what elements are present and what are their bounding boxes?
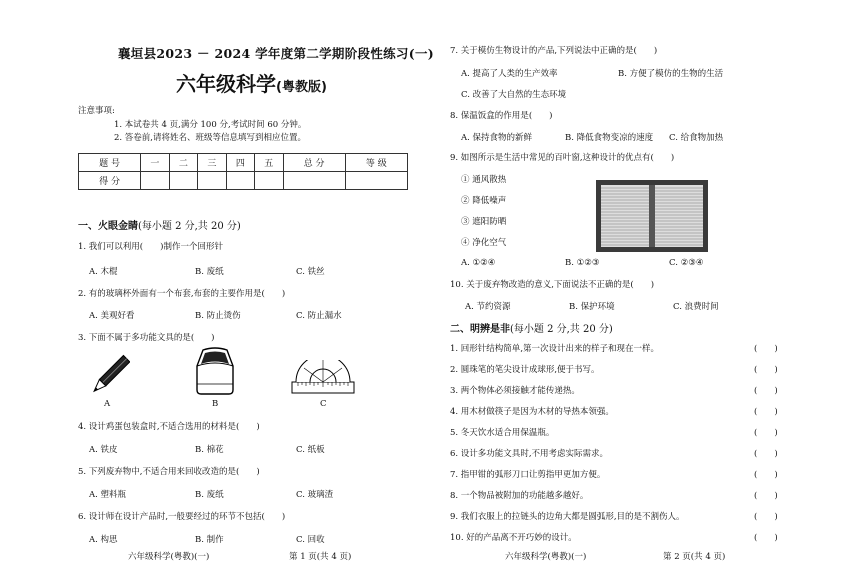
advantage-point: ③ 遮阳防晒 — [461, 217, 507, 227]
section1-note: (每小题 2 分,共 20 分) — [138, 221, 241, 232]
option[interactable]: C. 纸板 — [296, 445, 325, 455]
answer-parentheses[interactable]: ( ) — [754, 491, 778, 501]
option[interactable]: C — [320, 399, 327, 409]
option[interactable]: C. 铁丝 — [296, 267, 325, 277]
option[interactable]: A. ①②④ — [461, 258, 496, 268]
option[interactable]: B. 降低食物变凉的速度 — [565, 133, 654, 143]
notice-item: 1. 本试卷共 4 页,满分 100 分,考试时间 60 分钟。 — [114, 120, 307, 130]
section2-heading — [450, 320, 613, 335]
window-blinds-icon — [596, 180, 708, 252]
option[interactable]: B. 方便了模仿的生物的生活 — [618, 69, 724, 79]
table-cell: 三 — [198, 154, 226, 172]
question-stem: 6. 设计师在设计产品时,一般要经过的环节不包括( ) — [78, 512, 286, 522]
score-input-cell[interactable] — [345, 172, 407, 190]
table-cell: 五 — [255, 154, 283, 172]
pencil-icon[interactable] — [90, 354, 130, 398]
score-input-cell[interactable] — [198, 172, 226, 190]
footer-page-number: 第 1 页(共 4 页) — [289, 552, 352, 562]
answer-parentheses[interactable]: ( ) — [754, 533, 778, 543]
question-stem: 1. 我们可以利用( )制作一个回形针 — [78, 242, 223, 252]
score-input-cell[interactable] — [255, 172, 283, 190]
statement-text: 1. 回形针结构简单,第一次设计出来的样子和现在一样。 — [450, 344, 660, 354]
question-stem: 8. 保温饭盒的作用是( ) — [450, 111, 553, 121]
answer-parentheses[interactable]: ( ) — [754, 386, 778, 396]
option[interactable]: A. 节约资源 — [465, 302, 511, 312]
statement-text: 8. 一个物品被附加的功能越多越好。 — [450, 491, 589, 501]
question-stem: 10. 关于废弃物改造的意义,下面说法不正确的是( ) — [450, 280, 655, 290]
section1-title: 一、火眼金睛 — [78, 221, 138, 232]
statement-text: 6. 设计多功能文具时,不用考虑实际需求。 — [450, 449, 609, 459]
table-cell: 一 — [141, 154, 169, 172]
option[interactable]: C. 回收 — [296, 535, 325, 545]
score-table — [78, 153, 408, 190]
footer-subject: 六年级科学(粤教)(一) — [128, 552, 210, 562]
option[interactable]: B. ①②③ — [565, 258, 600, 268]
answer-parentheses[interactable]: ( ) — [754, 407, 778, 417]
section1-heading — [78, 217, 241, 232]
option[interactable]: A. 构思 — [89, 535, 118, 545]
answer-parentheses[interactable]: ( ) — [754, 512, 778, 522]
statement-text: 9. 我们衣服上的拉链头的边角大都是圆弧形,目的是不割伤人。 — [450, 512, 685, 522]
answer-parentheses[interactable]: ( ) — [754, 428, 778, 438]
statement-text: 10. 好的产品离不开巧妙的设计。 — [450, 533, 577, 543]
protractor-ruler-icon[interactable] — [290, 360, 356, 396]
score-input-cell[interactable] — [169, 172, 197, 190]
option[interactable]: B — [212, 399, 219, 409]
notice-item: 2. 答卷前,请将姓名、班级等信息填写到相应位置。 — [114, 133, 307, 143]
statement-text: 3. 两个物体必须接触才能传递热。 — [450, 386, 580, 396]
answer-parentheses[interactable]: ( ) — [754, 344, 778, 354]
advantage-point: ④ 净化空气 — [461, 238, 507, 248]
option[interactable]: A. 铁皮 — [89, 445, 118, 455]
option[interactable]: B. 废纸 — [195, 490, 224, 500]
score-table-header-row — [79, 154, 408, 172]
question-stem: 4. 设计鸡蛋包装盒时,不适合选用的材料是( ) — [78, 422, 260, 432]
question-stem: 2. 有的玻璃杯外面有一个布套,布套的主要作用是( ) — [78, 289, 286, 299]
option[interactable]: B. 棉花 — [195, 445, 224, 455]
statement-text: 5. 冬天饮水适合用保温瓶。 — [450, 428, 555, 438]
table-cell: 题 号 — [79, 154, 141, 172]
statement-text: 4. 用木材做筷子是因为木材的导热本领强。 — [450, 407, 614, 417]
option[interactable]: C. 防止漏水 — [296, 311, 342, 321]
score-input-cell[interactable] — [141, 172, 169, 190]
score-input-cell[interactable] — [226, 172, 254, 190]
section2-note: (每小题 2 分,共 20 分) — [510, 324, 613, 335]
exam-subject — [176, 68, 327, 97]
option[interactable]: C. ②③④ — [669, 258, 704, 268]
answer-parentheses[interactable]: ( ) — [754, 365, 778, 375]
advantage-point: ② 降低噪声 — [461, 196, 507, 206]
question-stem: 5. 下列废弃物中,不适合用来回收改造的是( ) — [78, 467, 260, 477]
table-cell: 等 级 — [345, 154, 407, 172]
table-cell: 二 — [169, 154, 197, 172]
section2-title: 二、明辨是非 — [450, 324, 510, 335]
option[interactable]: B. 废纸 — [195, 267, 224, 277]
advantage-point: ① 通风散热 — [461, 175, 507, 185]
answer-parentheses[interactable]: ( ) — [754, 449, 778, 459]
option[interactable]: A — [104, 399, 111, 409]
option[interactable]: A. 塑料瓶 — [89, 490, 127, 500]
score-input-cell[interactable] — [283, 172, 345, 190]
table-cell: 四 — [226, 154, 254, 172]
option[interactable]: A. 美观好看 — [89, 311, 135, 321]
option[interactable]: A. 木棍 — [89, 267, 118, 277]
option[interactable]: C. 给食物加热 — [669, 133, 724, 143]
question-stem: 3. 下面不属于多功能文具的是( ) — [78, 333, 215, 343]
eraser-icon[interactable] — [193, 346, 237, 396]
option[interactable]: A. 保持食物的新鲜 — [461, 133, 533, 143]
footer-subject: 六年级科学(粤教)(一) — [505, 552, 587, 562]
question-stem: 7. 关于模仿生物设计的产品,下列说法中正确的是( ) — [450, 46, 658, 56]
option[interactable]: B. 保护环境 — [569, 302, 615, 312]
option[interactable]: A. 提高了人类的生产效率 — [461, 69, 558, 79]
option[interactable]: B. 制作 — [195, 535, 224, 545]
table-cell: 得 分 — [79, 172, 141, 190]
score-table-score-row — [79, 172, 408, 190]
statement-text: 2. 圆珠笔的笔尖设计成球形,便于书写。 — [450, 365, 600, 375]
statement-text: 7. 指甲钳的弧形刀口让剪指甲更加方便。 — [450, 470, 606, 480]
subject-edition: (粤教版) — [276, 80, 327, 95]
subject-name: 六年级科学 — [176, 72, 276, 96]
option[interactable]: B. 防止烫伤 — [195, 311, 241, 321]
option[interactable]: C. 浪费时间 — [673, 302, 719, 312]
exam-title: 襄垣县2023 － 2024 学年度第二学期阶段性练习(一) — [118, 46, 434, 61]
question-stem: 9. 如图所示是生活中常见的百叶窗,这种设计的优点有( ) — [450, 153, 675, 163]
table-cell: 总 分 — [283, 154, 345, 172]
footer-page-number: 第 2 页(共 4 页) — [663, 552, 726, 562]
notice-heading: 注意事项: — [78, 106, 115, 116]
option[interactable]: C. 玻璃渣 — [296, 490, 334, 500]
answer-parentheses[interactable]: ( ) — [754, 470, 778, 480]
option[interactable]: C. 改善了大自然的生态环境 — [461, 90, 567, 100]
